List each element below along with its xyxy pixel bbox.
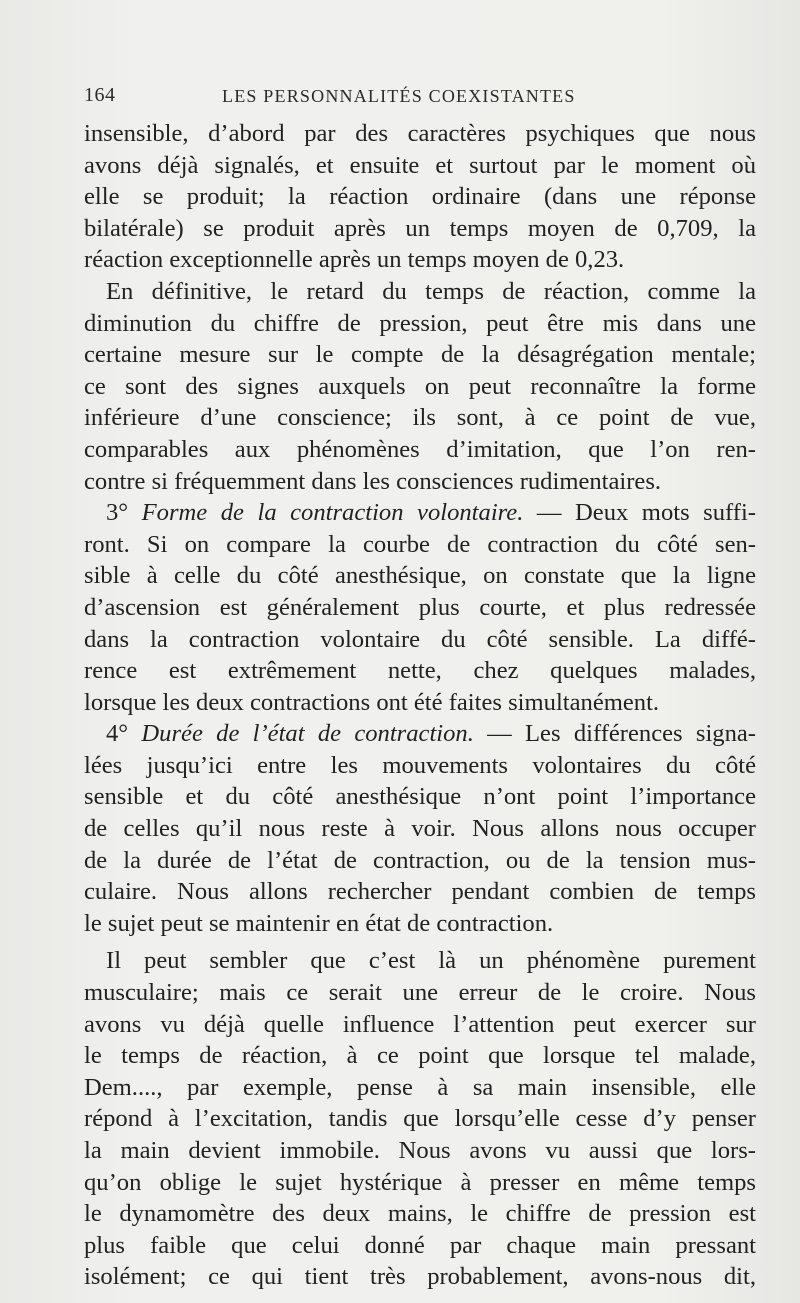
text-line: ront. Si on compare la courbe de contraction du côté sen- [84,530,756,558]
text-line: lées jusqu’ici entre les mouvements volontaires du côté [84,751,756,779]
text-line: d’ascension est généralement plus courte, et plus redressée [84,593,756,621]
text-line: inférieure d’une conscience; ils sont, à ce point de vue, [84,404,756,432]
text-line: la main devient immobile. Nous avons vu aussi que lors- [84,1137,756,1164]
text-line: contre si fréquemment dans les consciences rudimentaires. [84,467,662,495]
text-line: de celles qu’il nous reste à voir. Nous allons nous occuper [84,815,756,843]
text-line: de la durée de l’état de contraction, ou de la tension mus- [84,846,756,874]
text-line: isolément; ce qui tient très probablement, avons-nous dit, [84,1263,756,1291]
text-line: répond à l’excitation, tandis que lorsqu’elle cesse d’y penser [84,1105,756,1133]
text-line: plus faible que celui donné par chaque main pressant [84,1231,756,1259]
text-line: musculaire; mais ce serait une erreur de le croire. Nous [84,979,756,1007]
text-line: certaine mesure sur le compte de la désagrégation mentale; [84,341,756,369]
text-line: ce sont des signes auxquels on peut reconnaître la forme [84,372,756,400]
section-lead: — Deux mots suffi- [523,499,756,527]
text-line: insensible, d’abord par des caractères psychiques que nous [84,120,756,147]
section-title: Forme de la contraction volontaire. [141,499,524,527]
text-line: sible à celle du côté anesthésique, on constate que la ligne [84,562,756,590]
text-line: lorsque les deux contractions ont été faites simultanément. [84,688,660,716]
text-line: culaire. Nous allons rechercher pendant combien de temps [84,878,756,906]
text-line: rence est extrêmement nette, chez quelques malades, [84,657,756,685]
page-number: 164 [84,84,116,106]
text-line: avons vu déjà quelle influence l’attention peut exercer sur [84,1010,756,1038]
section-heading-line [84,718,756,750]
text-line: avons déjà signalés, et ensuite et surtout par le moment où [84,151,756,179]
text-line: sensible et du côté anesthésique n’ont point l’importance [84,783,756,811]
text-line: bilatérale) se produit après un temps moyen de 0,709, la [84,214,756,242]
section-lead: — Les différences signa- [473,720,756,748]
section-heading-line [84,497,756,529]
text-line: comparables aux phénomènes d’imitation, que l’on ren- [84,435,756,463]
section-number: 4° [106,720,142,748]
text-line: dans la contraction volontaire du côté sensible. La diffé- [84,625,756,653]
text-line: Il peut sembler que c’est là un phénomène purement [106,947,756,975]
text-line: qu’on oblige le sujet hystérique à presser en même temps [84,1168,756,1196]
text-line: le temps de réaction, à ce point que lorsque tel malade, [84,1042,756,1070]
text-line: diminution du chiffre de pression, peut être mis dans une [84,309,756,337]
running-title: LES PERSONNALITÉS COEXISTANTES [222,86,576,106]
section-title: Durée de l’état de contraction. [141,720,474,748]
text-line: réaction exceptionnelle après un temps moyen de 0,23. [84,246,625,274]
text-line: le dynamomètre des deux mains, le chiffre de pression est [84,1200,756,1228]
text-line: En définitive, le retard du temps de réaction, comme la [106,277,756,305]
text-line: le sujet peut se maintenir en état de contraction. [84,909,554,937]
text-line: Dem...., par exemple, pense à sa main insensible, elle [84,1073,756,1101]
body-text [84,118,756,1293]
text-line: elle se produit; la réaction ordinaire (dans une réponse [84,183,756,211]
section-number: 3° [106,499,142,527]
page-header [84,84,752,112]
